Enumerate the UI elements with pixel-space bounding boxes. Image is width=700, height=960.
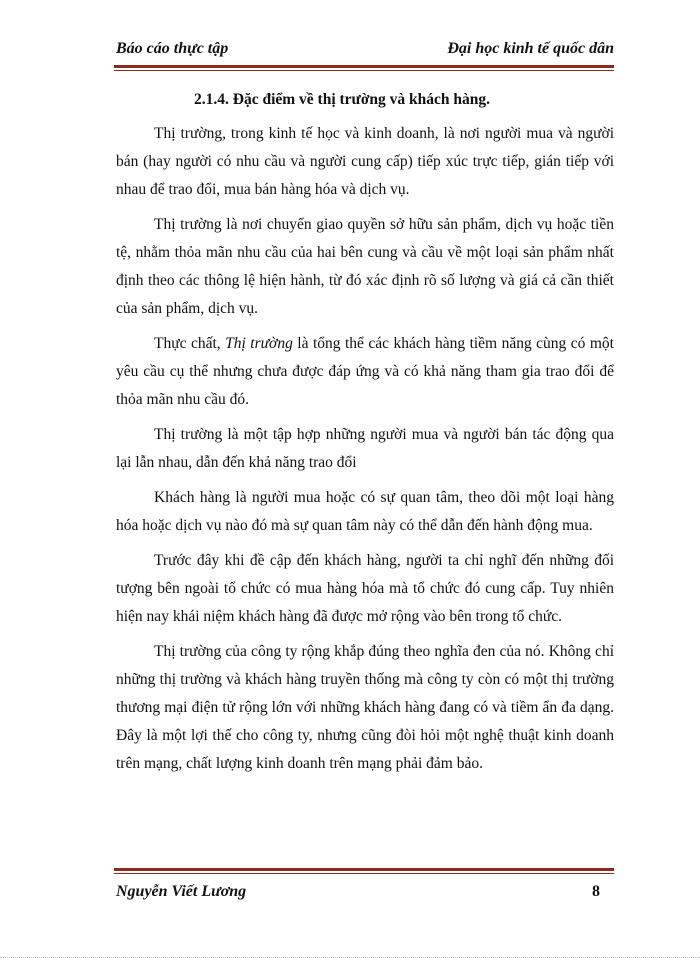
italic-term: Thị trường xyxy=(225,335,293,352)
footer-rule-thick xyxy=(114,868,614,871)
header-rule-thin xyxy=(114,70,614,71)
page-number: 8 xyxy=(592,883,600,900)
paragraph-market-buyers-sellers: Thị trường là một tập hợp những người mua và người bán tác động qua lại lẫn nhau, dẫn đến khả năng trao đổi xyxy=(116,426,614,471)
paragraph-market-transfer: Thị trường là nơi chuyển giao quyền sở hữu sản phẩm, dịch vụ hoặc tiền tệ, nhằm thỏa mãn nhu cầu của hai bên cung và cầu về một loại sản phẩm nhất định theo các thông lệ hiện hành, từ đó xác định rõ số lượng và giá cả cần thiết của sản phẩm, dịch vụ. xyxy=(116,216,614,317)
paragraph-company-market: Thị trường của công ty rộng khắp đúng theo nghĩa đen của nó. Không chỉ những thị trường và khách hàng truyền thống mà công ty còn có một thị trường thương mại điện tử rộng lớn với những khách hàng đang có và tiềm ẩn đa dạng. Đây là một lợi thế cho công ty, nhưng cũng đòi hỏi một nghệ thuật kinh doanh trên mạng, chất lượng kinh doanh trên mạng phải đảm bảo. xyxy=(116,643,614,772)
paragraph-customer-concept: Trước đây khi đề cập đến khách hàng, người ta chỉ nghĩ đến những đối tượng bên ngoài tổ chức có mua hàng hóa mà tổ chức đó cung cấp. Tuy nhiên hiện nay khái niệm khách hàng đã được mở rộng vào bên trong tổ chức. xyxy=(116,552,614,625)
paragraph-text: là tổng thể các khách hàng tiềm năng cùng có một yêu cầu cụ thể nhưng chưa được đáp ứng và có khả năng tham gia trao đổi để thỏa mãn nhu cầu đó. xyxy=(116,335,614,408)
paragraph-market-definition: Thị trường, trong kinh tế học và kinh doanh, là nơi người mua và người bán (hay người có nhu cầu và người cung cấp) tiếp xúc trực tiếp, gián tiếp với nhau để trao đổi, mua bán hàng hóa và dịch vụ. xyxy=(116,125,614,198)
paragraph-text: Thực chất, xyxy=(154,335,226,352)
paragraph-market-essence xyxy=(116,330,614,414)
page-bottom-edge xyxy=(0,957,700,958)
header-rule-thick xyxy=(114,65,614,68)
header-university: Đại học kinh tế quốc dân xyxy=(447,40,614,57)
footer-author: Nguyễn Viết Lương xyxy=(116,883,247,900)
header-report-title: Báo cáo thực tập xyxy=(116,40,229,57)
section-heading: 2.1.4. Đặc điểm về thị trường và khách hàng. xyxy=(194,91,491,108)
paragraph-customer-definition: Khách hàng là người mua hoặc có sự quan tâm, theo dõi một loại hàng hóa hoặc dịch vụ nào đó mà sự quan tâm này có thể dẫn đến hành động mua. xyxy=(116,489,614,534)
footer-rule-thin xyxy=(114,873,614,874)
page-body xyxy=(116,86,614,780)
